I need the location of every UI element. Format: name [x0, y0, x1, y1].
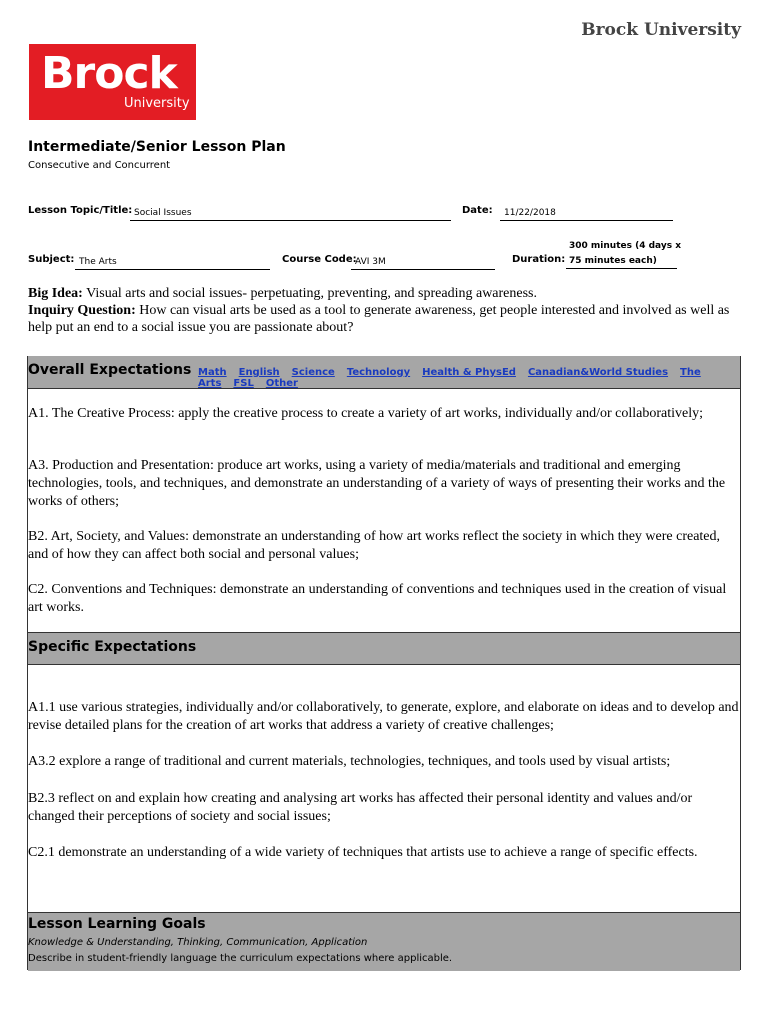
link-canadian-world-studies[interactable]: Canadian&World Studies [527, 367, 669, 378]
specific-item-c2-1: C2.1 demonstrate an understanding of a wide variety of techniques that artists use to achieve a range of specific effects. [28, 845, 698, 860]
expectations-box [27, 356, 741, 970]
link-health-physed[interactable]: Health & PhysEd [422, 367, 516, 378]
link-the-arts[interactable]: The Arts [198, 367, 701, 389]
goals-description: Describe in student-friendly language the curriculum expectations where applicable. [28, 953, 453, 964]
link-fsl[interactable]: FSL [233, 378, 254, 389]
learning-goals-band [28, 912, 740, 971]
big-idea [28, 285, 740, 302]
link-other[interactable]: Other [265, 378, 298, 389]
overall-heading: Overall Expectations [28, 362, 192, 378]
inquiry-question [28, 302, 740, 336]
overall-item-a3: A3. Production and Presentation: produce art works, using a variety of media/materials and traditional and emerging technologies, tools, and techniques, and demonstrate an understanding of a variety of ways of presenting their works and the works of others; [28, 458, 726, 509]
duration-value-line1[interactable]: 300 minutes (4 days x [569, 241, 682, 251]
specific-expectations-band [28, 632, 740, 665]
link-science[interactable]: Science [291, 367, 335, 378]
course-underline [351, 269, 495, 270]
link-math[interactable]: Math [198, 367, 227, 378]
specific-heading: Specific Expectations [28, 639, 197, 655]
duration-underline [566, 268, 677, 269]
link-english[interactable]: English [238, 367, 280, 378]
date-label: Date: [462, 205, 493, 216]
big-idea-text: Visual arts and social issues- perpetuating, preventing, and spreading awareness. [86, 286, 538, 301]
overall-item-c2: C2. Conventions and Techniques: demonstrate an understanding of conventions and techniques used in the creation of visual art works. [28, 582, 727, 615]
duration-value-line2[interactable]: 75 minutes each) [569, 256, 657, 266]
logo-sub: University [124, 96, 190, 111]
inquiry-label: Inquiry Question: [28, 303, 136, 318]
subject-links [198, 367, 740, 389]
specific-item-a3-2: A3.2 explore a range of traditional and current materials, technologies, techniques, and tools used by visual artists; [28, 754, 671, 769]
goals-heading: Lesson Learning Goals [28, 916, 206, 932]
topic-value[interactable]: Social Issues [134, 208, 192, 218]
inquiry-text: How can visual arts be used as a tool to generate awareness, get people interested and involved as well as help put an end to a social issue you are passionate about? [28, 303, 730, 335]
specific-item-a1-1: A1.1 use various strategies, individually and/or collaboratively, to generate, explore, and elaborate on ideas and to develop and revise detailed plans for the creation of art works that address a variety of creative challenges; [28, 700, 739, 733]
date-value[interactable]: 11/22/2018 [504, 208, 556, 218]
date-underline [500, 220, 673, 221]
overall-item-a1: A1. The Creative Process: apply the creative process to create a variety of art works, individually and/or collaboratively; [28, 406, 704, 421]
topic-label: Lesson Topic/Title: [28, 205, 133, 216]
page-title: Intermediate/Senior Lesson Plan [28, 139, 286, 155]
logo-word: Brock [41, 48, 177, 99]
link-technology[interactable]: Technology [346, 367, 411, 378]
overall-item-b2: B2. Art, Society, and Values: demonstrate an understanding of how art works reflect the society in which they were created, and of how they can affect both social and personal values; [28, 529, 721, 562]
subject-value[interactable]: The Arts [79, 257, 117, 267]
overall-expectations-band [28, 356, 740, 389]
header-university: Brock University [581, 20, 741, 40]
course-value[interactable]: AVI 3M [355, 257, 386, 267]
subject-underline [75, 269, 270, 270]
topic-underline [130, 220, 451, 221]
page-subtitle: Consecutive and Concurrent [28, 160, 171, 171]
goals-categories: Knowledge & Understanding, Thinking, Communication, Application [28, 937, 368, 948]
big-idea-label: Big Idea: [28, 286, 83, 301]
duration-label: Duration: [512, 254, 566, 265]
brock-logo [29, 44, 196, 120]
specific-item-b2-3: B2.3 reflect on and explain how creating and analysing art works has affected their personal identity and values and/or changed their perceptions of society and social issues; [28, 791, 693, 824]
course-label: Course Code: [282, 254, 357, 265]
subject-label: Subject: [28, 254, 75, 265]
